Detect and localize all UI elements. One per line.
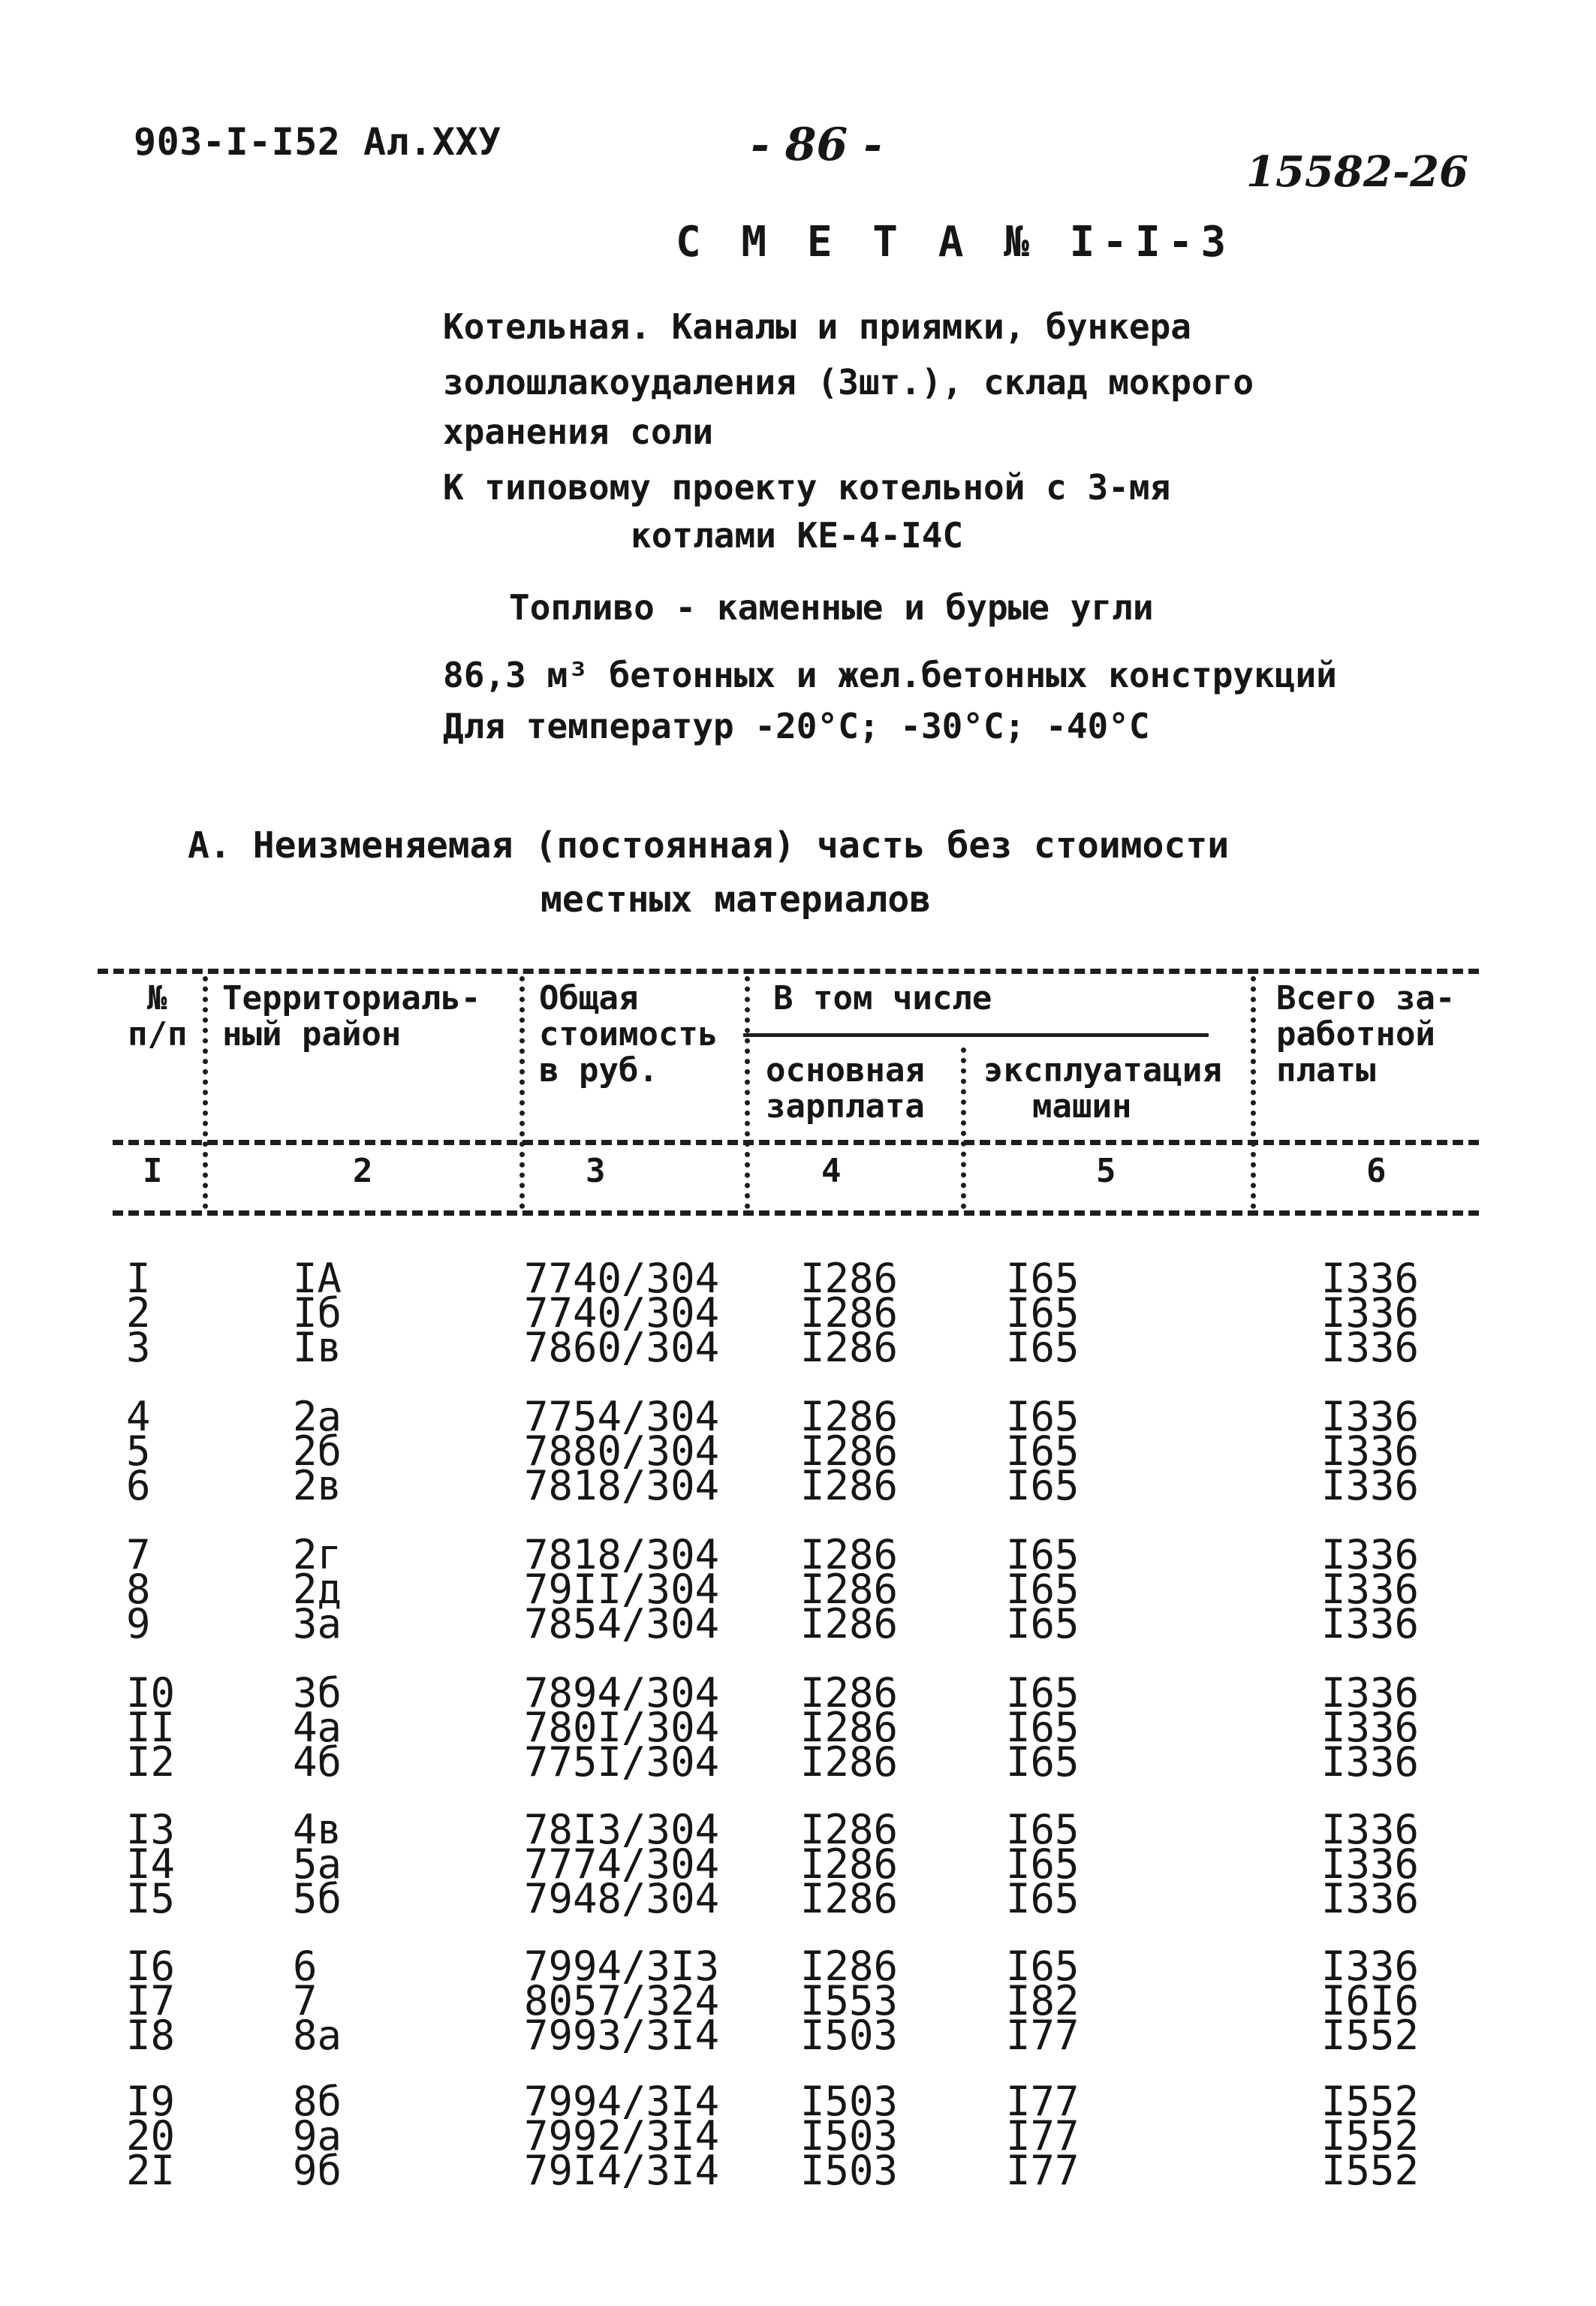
territorial-region: 2д bbox=[293, 1566, 342, 1613]
territorial-region: 2а bbox=[293, 1393, 342, 1440]
territorial-region: Iб bbox=[293, 1289, 342, 1337]
total-wages: I336 bbox=[1321, 1669, 1420, 1717]
row-number: I5 bbox=[126, 1875, 176, 1922]
territorial-region: 4а bbox=[293, 1704, 342, 1751]
territorial-region: 4б bbox=[293, 1738, 342, 1786]
total-wages: I6I6 bbox=[1321, 1977, 1420, 2024]
machine-operation: I65 bbox=[1006, 1462, 1080, 1509]
total-cost: 7880/304 bbox=[524, 1427, 720, 1475]
col4-header-line2: зарплата bbox=[766, 1087, 925, 1126]
total-wages: I336 bbox=[1321, 1289, 1420, 1337]
territorial-region: 8б bbox=[293, 2078, 342, 2125]
group-header: В том числе bbox=[773, 979, 992, 1017]
total-wages: I336 bbox=[1321, 1738, 1420, 1786]
base-wage: I286 bbox=[800, 1738, 899, 1786]
base-wage: I503 bbox=[800, 2078, 899, 2125]
machine-operation: I65 bbox=[1006, 1427, 1080, 1475]
total-cost: 7774/304 bbox=[524, 1840, 720, 1888]
machine-operation: I65 bbox=[1006, 1669, 1080, 1717]
total-wages: I336 bbox=[1321, 1943, 1420, 1990]
total-cost: 79II/304 bbox=[524, 1566, 720, 1613]
col3-header-line3: в руб. bbox=[539, 1051, 658, 1090]
row-number: 5 bbox=[126, 1427, 151, 1475]
total-wages: I336 bbox=[1321, 1875, 1420, 1922]
fuel-line: Топливо - каменные и бурые угли bbox=[509, 587, 1154, 628]
machine-operation: I65 bbox=[1006, 1255, 1080, 1302]
description-line: К типовому проекту котельной с 3-мя bbox=[443, 467, 1171, 508]
territorial-region: 6 bbox=[293, 1943, 318, 1990]
base-wage: I503 bbox=[800, 2012, 899, 2059]
machine-operation: I77 bbox=[1006, 2078, 1080, 2125]
total-wages: I552 bbox=[1321, 2147, 1420, 2194]
total-cost: 7818/304 bbox=[524, 1462, 720, 1509]
machine-operation: I65 bbox=[1006, 1943, 1080, 1990]
column-number: 4 bbox=[821, 1152, 842, 1190]
section-subheading: местных материалов bbox=[541, 879, 932, 921]
machine-operation: I65 bbox=[1006, 1806, 1080, 1853]
total-cost: 7740/304 bbox=[524, 1289, 720, 1337]
archive-number: 15582-26 bbox=[1246, 147, 1468, 197]
base-wage: I286 bbox=[800, 1531, 899, 1578]
column-separator bbox=[519, 976, 525, 1209]
row-number: I9 bbox=[126, 2078, 176, 2125]
row-number: 2 bbox=[126, 1289, 151, 1337]
page-number: - 86 - bbox=[751, 119, 883, 171]
machine-operation: I65 bbox=[1006, 1566, 1080, 1613]
total-wages: I336 bbox=[1321, 1531, 1420, 1578]
column-number: 3 bbox=[586, 1152, 606, 1190]
row-number: I4 bbox=[126, 1840, 176, 1888]
machine-operation: I82 bbox=[1006, 1977, 1080, 2024]
machine-operation: I77 bbox=[1006, 2147, 1080, 2194]
row-number: I bbox=[126, 1255, 151, 1302]
territorial-region: 9а bbox=[293, 2112, 342, 2160]
total-cost: 7754/304 bbox=[524, 1393, 720, 1440]
base-wage: I503 bbox=[800, 2112, 899, 2160]
col5-header-line2: машин bbox=[1032, 1087, 1132, 1126]
base-wage: I286 bbox=[800, 1324, 899, 1371]
column-number: 5 bbox=[1096, 1152, 1116, 1190]
column-separator bbox=[1251, 976, 1256, 1209]
base-wage: I286 bbox=[800, 1669, 899, 1717]
total-wages: I336 bbox=[1321, 1840, 1420, 1888]
row-number: I3 bbox=[126, 1806, 176, 1853]
row-number: 4 bbox=[126, 1393, 151, 1440]
base-wage: I553 bbox=[800, 1977, 899, 2024]
total-wages: I336 bbox=[1321, 1462, 1420, 1509]
base-wage: I286 bbox=[800, 1393, 899, 1440]
table-header-rule bbox=[113, 1140, 1479, 1145]
base-wage: I286 bbox=[800, 1462, 899, 1509]
territorial-region: 4в bbox=[293, 1806, 342, 1853]
base-wage: I286 bbox=[800, 1600, 899, 1647]
machine-operation: I77 bbox=[1006, 2012, 1080, 2059]
column-separator bbox=[203, 976, 208, 1209]
total-cost: 7948/304 bbox=[524, 1875, 720, 1922]
total-wages: I552 bbox=[1321, 2078, 1420, 2125]
column-number: 6 bbox=[1366, 1152, 1387, 1190]
base-wage: I286 bbox=[800, 1255, 899, 1302]
description-line: Котельная. Каналы и приямки, бункера bbox=[443, 306, 1191, 347]
total-cost: 79I4/3I4 bbox=[524, 2147, 720, 2194]
row-number: 6 bbox=[126, 1462, 151, 1509]
section-heading: А. Неизменяемая (постоянная) часть без стоимости bbox=[188, 824, 1230, 867]
machine-operation: I65 bbox=[1006, 1738, 1080, 1786]
total-cost: 775I/304 bbox=[524, 1738, 720, 1786]
col6-header-line3: платы bbox=[1276, 1051, 1376, 1090]
table-top-rule bbox=[98, 969, 1479, 974]
column-separator bbox=[745, 976, 750, 1209]
total-wages: I336 bbox=[1321, 1704, 1420, 1751]
machine-operation: I65 bbox=[1006, 1840, 1080, 1888]
total-cost: 780I/304 bbox=[524, 1704, 720, 1751]
base-wage: I286 bbox=[800, 1840, 899, 1888]
column-number: 2 bbox=[353, 1152, 373, 1190]
territorial-region: 2г bbox=[293, 1531, 342, 1578]
total-cost: 7740/304 bbox=[524, 1255, 720, 1302]
total-cost: 7894/304 bbox=[524, 1669, 720, 1717]
base-wage: I286 bbox=[800, 1289, 899, 1337]
territorial-region: 8а bbox=[293, 2012, 342, 2059]
concrete-volume-line: 86,3 м³ бетонных и жел.бетонных конструкций bbox=[443, 655, 1337, 695]
territorial-region: 2б bbox=[293, 1427, 342, 1475]
col5-header-line1: эксплуатация bbox=[983, 1051, 1222, 1090]
total-wages: I336 bbox=[1321, 1324, 1420, 1371]
col1-header-line1: № bbox=[147, 979, 167, 1017]
row-number: 2I bbox=[126, 2147, 176, 2194]
total-cost: 7854/304 bbox=[524, 1600, 720, 1647]
row-number: I2 bbox=[126, 1738, 176, 1786]
temperature-line: Для температур -20°С; -30°С; -40°С bbox=[443, 706, 1150, 746]
estimate-title: С М Е Т А № I-I-3 bbox=[676, 218, 1234, 267]
description-line: хранения соли bbox=[443, 411, 714, 452]
machine-operation: I65 bbox=[1006, 1289, 1080, 1337]
total-cost: 7818/304 bbox=[524, 1531, 720, 1578]
row-number: 3 bbox=[126, 1324, 151, 1371]
machine-operation: I65 bbox=[1006, 1600, 1080, 1647]
machine-operation: I65 bbox=[1006, 1875, 1080, 1922]
col3-header-line2: стоимость bbox=[539, 1015, 718, 1054]
territorial-region: 7 bbox=[293, 1977, 318, 2024]
total-wages: I336 bbox=[1321, 1427, 1420, 1475]
col2-header-line2: ный район bbox=[222, 1015, 402, 1054]
base-wage: I286 bbox=[800, 1875, 899, 1922]
total-wages: I552 bbox=[1321, 2012, 1420, 2059]
total-wages: I336 bbox=[1321, 1393, 1420, 1440]
row-number: II bbox=[126, 1704, 176, 1751]
territorial-region: IА bbox=[293, 1255, 342, 1302]
territorial-region: 5б bbox=[293, 1875, 342, 1922]
col6-header-line1: Всего за- bbox=[1276, 979, 1456, 1017]
description-line: котлами КЕ-4-I4С bbox=[631, 515, 964, 556]
total-wages: I336 bbox=[1321, 1566, 1420, 1613]
base-wage: I286 bbox=[800, 1566, 899, 1613]
row-number: 9 bbox=[126, 1600, 151, 1647]
col1-header-line2: п/п bbox=[128, 1015, 188, 1054]
total-wages: I552 bbox=[1321, 2112, 1420, 2160]
column-separator bbox=[961, 1047, 966, 1209]
territorial-region: 2в bbox=[293, 1462, 342, 1509]
row-number: I8 bbox=[126, 2012, 176, 2059]
machine-operation: I65 bbox=[1006, 1324, 1080, 1371]
description-line: золошлакоудаления (3шт.), склад мокрого bbox=[443, 362, 1254, 402]
machine-operation: I65 bbox=[1006, 1531, 1080, 1578]
group-underline bbox=[743, 1033, 1209, 1037]
base-wage: I286 bbox=[800, 1704, 899, 1751]
row-number: I0 bbox=[126, 1669, 176, 1717]
total-wages: I336 bbox=[1321, 1806, 1420, 1853]
base-wage: I286 bbox=[800, 1806, 899, 1853]
territorial-region: 3б bbox=[293, 1669, 342, 1717]
col6-header-line2: работной bbox=[1276, 1015, 1435, 1054]
machine-operation: I65 bbox=[1006, 1704, 1080, 1751]
column-number: I bbox=[143, 1152, 163, 1190]
row-number: 8 bbox=[126, 1566, 151, 1613]
row-number: I6 bbox=[126, 1943, 176, 1990]
total-wages: I336 bbox=[1321, 1255, 1420, 1302]
col4-header-line1: основная bbox=[766, 1051, 925, 1090]
base-wage: I286 bbox=[800, 1943, 899, 1990]
table-numbers-rule bbox=[113, 1210, 1479, 1216]
machine-operation: I77 bbox=[1006, 2112, 1080, 2160]
territorial-region: 9б bbox=[293, 2147, 342, 2194]
col3-header-line1: Общая bbox=[539, 979, 639, 1017]
row-number: 7 bbox=[126, 1531, 151, 1578]
territorial-region: Iв bbox=[293, 1324, 342, 1371]
total-cost: 7860/304 bbox=[524, 1324, 720, 1371]
row-number: 20 bbox=[126, 2112, 176, 2160]
territorial-region: 3а bbox=[293, 1600, 342, 1647]
total-cost: 7994/3I4 bbox=[524, 2078, 720, 2125]
col2-header-line1: Территориаль- bbox=[222, 979, 481, 1017]
machine-operation: I65 bbox=[1006, 1393, 1080, 1440]
total-cost: 7994/3I3 bbox=[524, 1943, 720, 1990]
total-cost: 8057/324 bbox=[524, 1977, 720, 2024]
territorial-region: 5а bbox=[293, 1840, 342, 1888]
total-cost: 78I3/304 bbox=[524, 1806, 720, 1853]
total-cost: 7993/3I4 bbox=[524, 2012, 720, 2059]
base-wage: I286 bbox=[800, 1427, 899, 1475]
total-wages: I336 bbox=[1321, 1600, 1420, 1647]
base-wage: I503 bbox=[800, 2147, 899, 2194]
row-number: I7 bbox=[126, 1977, 176, 2024]
total-cost: 7992/3I4 bbox=[524, 2112, 720, 2160]
document-code: 903-I-I52 Ал.XXУ bbox=[134, 120, 501, 164]
